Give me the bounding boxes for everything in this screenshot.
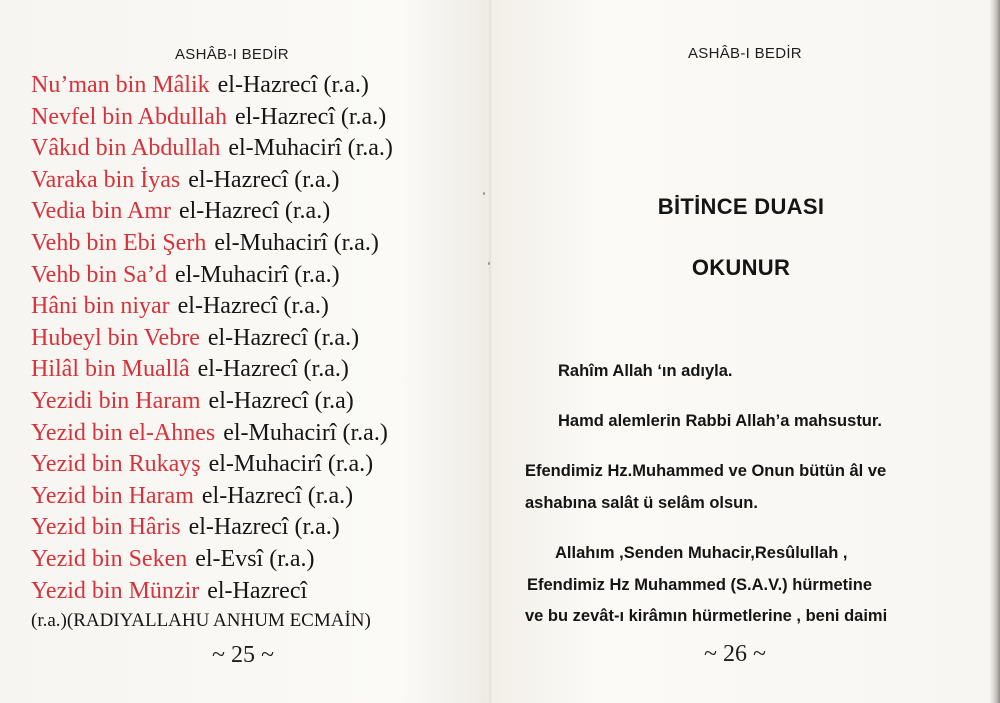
prayer-line: Hamd alemlerin Rabbi Allah’a mahsustur. <box>558 412 882 430</box>
list-item <box>31 354 481 386</box>
list-item <box>31 165 481 197</box>
page-edge-shadow <box>990 0 1000 703</box>
companion-name: Yezid bin el-Ahnes <box>31 419 216 446</box>
companion-name: Yezid bin Münzir <box>31 577 200 604</box>
companion-name: Varaka bin İyas <box>31 166 181 193</box>
companion-name: Yezid bin Seken <box>31 545 188 572</box>
companion-name: Hâni bin niyar <box>31 293 170 320</box>
companion-tribe: el-Hazrecî (r.a.) <box>177 293 329 320</box>
companion-name: Yezidi bin Haram <box>31 387 201 414</box>
closing-line: (r.a.)(RADIYALLAHU ANHUM ECMAİN) <box>31 610 371 632</box>
companion-tribe: el-Hazrecî (r.a.) <box>178 198 331 225</box>
companion-tribe: el-Hazrecî (r.a.) <box>188 514 340 541</box>
section-heading: BİTİNCE DUASI <box>657 194 825 219</box>
running-head: ASHÂB-I BEDİR <box>688 45 802 62</box>
page-number: ~ 25 ~ <box>212 642 274 668</box>
list-item <box>31 133 481 165</box>
companion-name: Hilâl bin Muallâ <box>31 356 190 383</box>
companion-tribe: el-Evsî (r.a.) <box>195 545 315 572</box>
page-number: ~ 26 ~ <box>704 641 766 667</box>
list-item <box>31 228 481 260</box>
list-item <box>31 512 481 544</box>
companion-name: Vâkıd bin Abdullah <box>31 135 221 162</box>
section-subheading: OKUNUR <box>691 255 791 280</box>
companion-tribe: el-Muhacirî (r.a.) <box>208 451 374 478</box>
companion-name: Yezid bin Haram <box>31 482 194 509</box>
right-page <box>492 0 990 703</box>
companion-tribe: el-Hazrecî (r.a.) <box>188 166 340 193</box>
list-item <box>31 544 481 576</box>
list-item <box>31 386 481 418</box>
list-item <box>31 196 481 228</box>
companion-tribe: el-Hazrecî (r.a.) <box>197 356 349 383</box>
list-item <box>31 449 481 481</box>
list-item <box>31 291 481 323</box>
companion-tribe: el-Hazrecî (r.a) <box>208 387 354 414</box>
companion-name: Hubeyl bin Vebre <box>31 324 200 351</box>
companion-name: Vehb bin Sa’d <box>31 261 167 288</box>
prayer-line: Efendimiz Hz Muhammed (S.A.V.) hürmetine <box>527 576 873 594</box>
companion-tribe: el-Muhacirî (r.a.) <box>223 419 388 446</box>
list-item <box>31 102 481 134</box>
list-item <box>31 576 481 608</box>
left-page <box>0 0 490 703</box>
companion-name: Yezid bin Hâris <box>31 514 181 541</box>
prayer-line: Rahîm Allah ‘ın adıyla. <box>558 362 733 380</box>
prayer-line: ve bu zevât-ı kirâmın hürmetlerine , beni daimi <box>525 607 888 625</box>
companion-tribe: el-Hazrecî <box>207 577 308 604</box>
companion-tribe: el-Hazrecî (r.a.) <box>234 103 387 130</box>
list-item <box>31 418 481 450</box>
companion-list <box>31 70 481 634</box>
prayer-line: Allahım ,Senden Muhacir,Resûlullah , <box>555 544 848 562</box>
companion-tribe: el-Muhacirî (r.a.) <box>174 261 340 288</box>
list-item <box>31 260 481 292</box>
list-item <box>31 70 481 102</box>
companion-name: Vedia bin Amr <box>31 198 171 225</box>
companion-tribe: el-Muhacirî (r.a.) <box>228 135 393 162</box>
companion-name: Nu’man bin Mâlik <box>31 72 210 98</box>
companion-tribe: el-Hazrecî (r.a.) <box>217 72 369 98</box>
companion-tribe: el-Hazrecî (r.a.) <box>201 482 354 509</box>
companion-tribe: el-Muhacirî (r.a.) <box>214 229 379 256</box>
list-item <box>31 323 481 355</box>
companion-name: Vehb bin Ebi Şerh <box>31 229 207 256</box>
companion-tribe: el-Hazrecî (r.a.) <box>207 324 360 351</box>
list-item <box>31 481 481 513</box>
prayer-line: ashabına salât ü selâm olsun. <box>525 494 758 512</box>
prayer-line: Efendimiz Hz.Muhammed ve Onun bütün âl ve <box>525 462 887 480</box>
companion-name: Yezid bin Rukayş <box>31 451 201 478</box>
running-head: ASHÂB-I BEDİR <box>175 46 289 63</box>
companion-name: Nevfel bin Abdullah <box>31 103 227 130</box>
